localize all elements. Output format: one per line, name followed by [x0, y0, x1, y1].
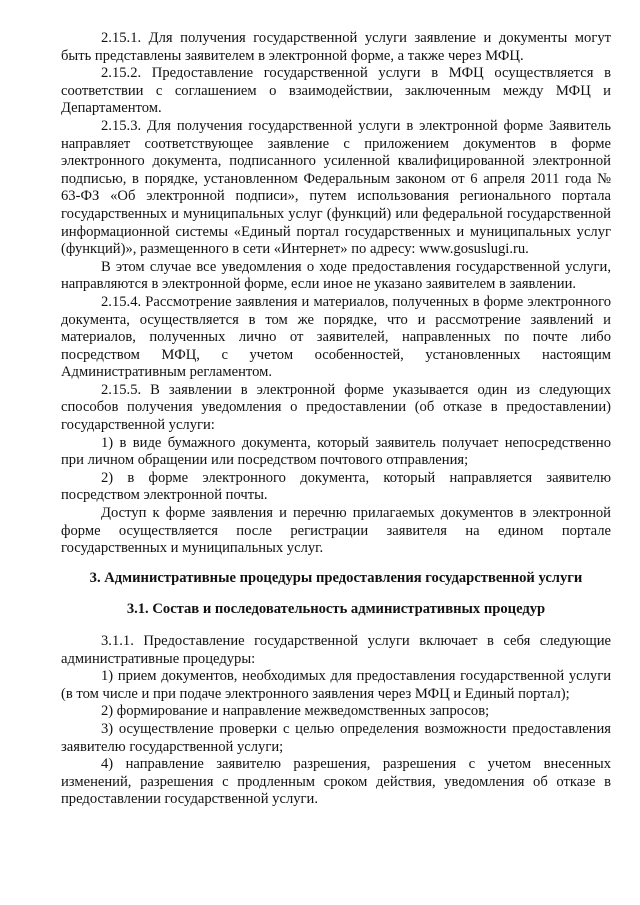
- paragraph-2-15-1: 2.15.1. Для получения государственной услуги заявление и документы могут быть представлены заявителем в электронной форме, а также через МФЦ.: [61, 30, 611, 64]
- paragraph-2-15-5: 2.15.5. В заявлении в электронной форме указывается один из следующих способов получения уведомления о предоставлении (об отказе в предоставлении) государственной услуги:: [61, 381, 611, 434]
- paragraph-notifications: В этом случае все уведомления о ходе предоставления государственной услуги, направляются в электронной форме, если иное не указано заявителем в заявлении.: [61, 258, 611, 293]
- list-item-paper-document: 1) в виде бумажного документа, который заявитель получает непосредственно при личном обращении или посредством почтового отправления;: [61, 434, 611, 469]
- paragraph-2-15-4: 2.15.4. Рассмотрение заявления и материалов, полученных в форме электронного документа, осуществляется в том же порядке, что и рассмотрение заявлений и материалов, полученных лично от заявителей, направленных по почте либо посредством МФЦ, с учетом особенностей, установленных настоящим Административным регламентом.: [61, 293, 611, 381]
- paragraph-2-15-2: 2.15.2. Предоставление государственной услуги в МФЦ осуществляется в соответствии с соглашением о взаимодействии, заключенным между МФЦ и Департаментом.: [61, 65, 611, 117]
- list-item-permit-issuance: 4) направление заявителю разрешения, разрешения с учетом внесенных изменений, разрешения с продленным сроком действия, уведомления об отказе в предоставлении государственной услуги.: [61, 756, 611, 808]
- paragraph-2-15-3: 2.15.3. Для получения государственной услуги в электронной форме Заявитель направляет соответствующее заявление с приложением документов в форме электронного документа, подписанного усиленной квалифицированной электронной подписью, в порядке, установленном Федеральным законом от 6 апреля 2011 года № 63-ФЗ «Об электронной подписи», путем использования регионального портала государственных и муниципальных услуг (функций) или федеральной государственной информационной системы «Единый портал государственных и муниципальных услуг (функций)», размещенного в сети «Интернет» по адресу: www.gosuslugi.ru.: [61, 117, 611, 258]
- list-item-document-intake: 1) прием документов, необходимых для предоставления государственной услуги (в том числе и при подаче электронного заявления через МФЦ и Единый портал);: [61, 668, 611, 702]
- list-item-interagency-requests: 2) формирование и направление межведомственных запросов;: [101, 703, 490, 720]
- subsection-heading: 3.1. Состав и последовательность административных процедур: [126, 601, 546, 618]
- paragraph-3-1-1: 3.1.1. Предоставление государственной услуги включает в себя следующие административные процедуры:: [61, 633, 611, 667]
- list-item-verification: 3) осуществление проверки с целью определения возможности предоставления заявителю государственной услуги;: [61, 720, 611, 755]
- paragraph-form-access: Доступ к форме заявления и перечню прилагаемых документов в электронной форме осуществляется после регистрации заявителя на едином портале государственных и муниципальных услуг.: [61, 505, 611, 557]
- section-heading: 3. Административные процедуры предоставления государственной услуги: [89, 569, 583, 586]
- list-item-electronic-document: 2) в форме электронного документа, который направляется заявителю посредством электронной почты.: [61, 469, 611, 504]
